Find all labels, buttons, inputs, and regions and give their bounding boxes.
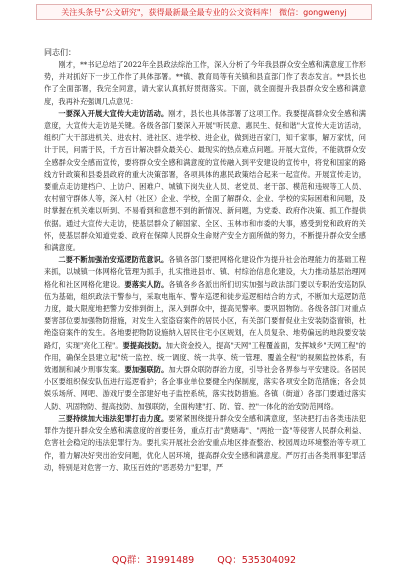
paragraph-text: 各镇各乡各派出所们切实加强与政法部门要以专职治安巡防队伍为基础，组织政法干警参与，采取电瓶车、警车巡逻和徒步巡逻相结合的方式，不断加大巡逻防范力度，最大限度地把警力安排到街上，深入到群众中，提高见警率。要巩固物防。各级各部门对重点要害部位要加强物防措施，对发生入室盗窃案件的居民小区，有关部门要督促业主安装防盗窗锁，杜绝盗窃案件的发生。各地要把物防设施纳入居民住宅小区规划，在人员复杂、地势偏远的地段要安装路灯，实现"亮化工程"。 (44, 279, 366, 350)
paragraph-heading: 一要深入开展大宣传大走访活动。 (58, 108, 169, 118)
paragraph-heading: 要加强联防。 (124, 365, 169, 375)
greeting: 同志们： (44, 48, 76, 57)
paragraph-list (44, 59, 366, 474)
paragraph (44, 59, 366, 108)
header-banner: 关注头条号"公文研究"，获得最新最全最专业的公文资料库！ 微信：gongwenyj (36, 4, 372, 20)
paragraph-heading: 要落实人防。 (124, 279, 169, 289)
qq-group: QQ群：31991489 (111, 555, 195, 566)
qq-number: QQ：535304092 (217, 555, 297, 566)
paragraph-text: 加大资金投入，提高"天网"工程覆盖面，发挥城乡"天网工程"的作用，确保全县建立起"统一监控、统一调度、统一共享、统一管理、覆盖全程"的视频监控体系，有效遏制和减少刑事发案。 (44, 340, 366, 375)
footer-contact (0, 553, 408, 569)
paragraph-heading: 三要持续加大违法犯罪打击力度。 (58, 413, 169, 423)
paragraph-text: 要紧紧围绕提升群众安全感和满意度，坚决把打击各类违法犯罪作为提升群众安全感和满意度的首要任务，重点打击"黄赌毒"、"两抢一盗"等侵害人民群众利益、危害社会稳定的违法犯罪行为。要扎实开展社会治安重点地区排查整治、校园周边环境整治等专项工作，着力解决好突出治安问题，优化人居环境，提高群众安全感和满意度。严厉打击各类刑事犯罪活动，特别是对危害一方、欺压百姓的"恶恶势力"犯罪，严 (44, 413, 366, 472)
paragraph-heading: 要提高技防。 (122, 340, 166, 350)
document-body (44, 46, 366, 546)
paragraph-text: 刚才，县长也具体部署了这项工作。我要提高群众安全感和满意度，大宣传大走访是关键。各级各部门要深入开展"听民意、惠民生、促和谐"大宣传大走访活动，组织广大干部进机关、进农村、进社区、进学校、进企业，做到进百家门，知千家事，解万家忧，问计于民，问需于民，千方百计解决群众最关心、最现实的热点难点问题。开展大宣传，不能就群众安全感群众安全感而宣传，要将群众安全感和满意度的宣传融入到平安建设的宣传中，将党和国家的路线方针政策和县委县政府的重大决策部署，各项具体的惠民政策结合起来一起宣传。开展宣传走访，要重点走访建档户、上访户、困难户、城镇下岗失业人员、老党员、老干部、模范和违规等工人员、农村留守群体人等，深入村（社区）企业、学校，全面了解群众、企业、学校的实际困难和问题，及时掌握在机关难以听到、不易看到和意想不到的新情况、新问题，为党委、政府作决策、抓工作提供依据。通过大宣传大走访，使基层群众了解国家、全区、玉林市和市委的大事，感受到党和政府的关怀，使基层群众知道党委、政府在保障人民群众生命财产安全方面所做的努力，不断提升群众安全感和满意度。 (44, 108, 366, 253)
paragraph-text: 加大群众联防群治力度，引导社会各界参与平安建设。各居民小区要组织保安队伍进行巡逻看护；各企事业单位要健全内保制度，落实各项安全防范措施；各会员娱乐场所、网吧、游戏厅要全部建好电子监控系统，落实技防措施。各镇（街道）各部门要通过落实人防、巩固物防、提高技防、加强联防，全面构建"打、防、管、控"一体化的治安防范网络。 (44, 365, 366, 411)
paragraph-text: 刚才，**书记总结了2022年全县政法综治工作，深入分析了今年我县群众安全感和满意度工作形势，并对抓好下一步工作作了具体部署。**镇、教育局等有关镇和县直部门作了表态发言。**县长也作了全面部署，我完全同意，请大家认真抓好贯彻落实。下面，就全面提升我县群众安全感和满意度，我再补充强调几点意见： (44, 60, 366, 106)
paragraph (44, 108, 366, 254)
paragraph-text: 各镇各部门要把网格化建设作为提升社会治理能力的基础工程来抓，以城镇一体网格化管理为抓手，扎实推进县市、镇、村综治信息化建设，大力推动基层治理网格化和社区网格化建设。 (44, 255, 366, 289)
paragraph (44, 254, 366, 413)
paragraph-heading: 二要不断加强治安巡逻防范意识。 (58, 255, 169, 265)
paragraph (44, 413, 366, 474)
